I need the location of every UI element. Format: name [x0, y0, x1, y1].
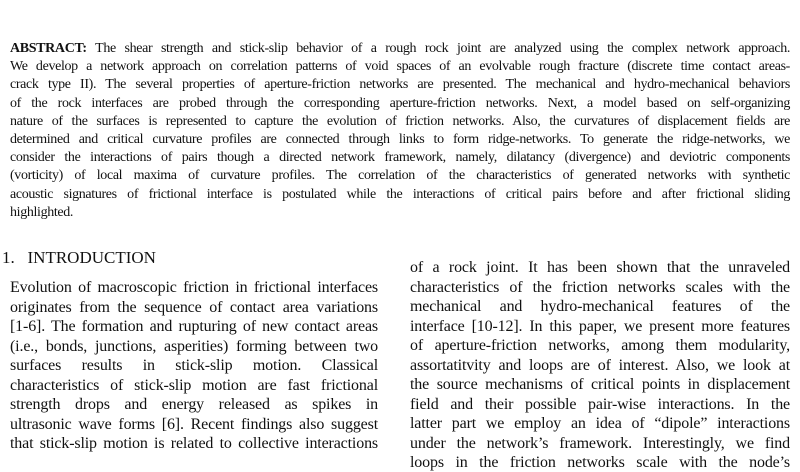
body-line: under the network’s framework. Interestingly, we find	[410, 434, 790, 452]
abstract-line: crack type II). The several properties of aperture-friction networks are presented. The mechanical and hydro-mechanical behaviors	[10, 77, 790, 93]
abstract-line: consider the interactions of pairs though a directed network framework, namely, dilatancy (divergence) and deviotric components	[10, 150, 790, 166]
body-line: assortatitvity and loops are of interest. Also, we look at	[410, 356, 790, 374]
abstract-line: highlighted.	[10, 204, 74, 220]
abstract-line: acoustic signatures of frictional interface is postulated while the interactions of critical pairs before and after frictional sliding	[10, 186, 790, 202]
body-line: Evolution of macroscopic friction in frictional interfaces	[10, 279, 378, 296]
body-line: the source mechanisms of critical points in displacement	[410, 376, 790, 393]
section-heading	[2, 249, 156, 267]
abstract-line: nature of the surfaces is represented to capture the evolution of friction networks. Also, the curvatures of displacement fields are	[10, 113, 790, 129]
body-line: of aperture-friction networks, among them modularity,	[410, 337, 790, 354]
section-number: 1.	[2, 248, 15, 267]
abstract-line: (vorticity) of local maxima of curvature profiles. The correlation of the characteristics of generated networks with synthetic	[10, 168, 790, 184]
abstract-label: ABSTRACT:	[10, 41, 87, 56]
body-line: (i.e., bonds, junctions, asperities) forming between two	[10, 337, 378, 355]
body-line: loops in the friction networks scale with the node’s	[410, 454, 790, 471]
body-line: interface [10-12]. In this paper, we present more features	[410, 317, 790, 335]
body-line: surfaces results in stick-slip motion. Classical	[10, 357, 378, 374]
body-line: ultrasonic wave forms [6]. Recent findings also suggest	[10, 415, 378, 433]
body-line: characteristics of stick-slip motion are fast frictional	[10, 376, 378, 394]
body-line: characteristics of the friction networks scales with the	[410, 278, 790, 296]
abstract-line: of the rock interfaces are probed through the corresponding aperture-friction networks. Next, a model based on self-organizing	[10, 95, 790, 111]
abstract-text: The shear strength and stick-slip behavior of a rough rock joint are analyzed using the complex network approach.	[86, 41, 790, 56]
body-line: [1-6]. The formation and rupturing of new contact areas	[10, 318, 378, 335]
body-line: latter part we employ an idea of “dipole” interactions	[410, 415, 790, 432]
body-line: mechanical and hydro-mechanical features of the	[410, 298, 790, 315]
body-line: strength drops and energy released as spikes in	[10, 396, 378, 413]
body-line: of a rock joint. It has been shown that the unraveled	[410, 259, 790, 276]
body-line: that stick-slip motion is related to collective interactions	[10, 435, 378, 452]
body-line: originates from the sequence of contact area variations	[10, 298, 378, 316]
section-title: INTRODUCTION	[27, 248, 156, 267]
abstract-line	[10, 41, 790, 57]
abstract-line: determined and critical curvature profiles are connected through links to form ridge-networks. To generate the ridge-networks, we	[10, 132, 790, 147]
abstract-line: We develop a network approach on correlation patterns of void spaces of an evolvable rough fracture (discrete time contact areas-	[10, 59, 790, 75]
body-line: field and their possible pair-wise interactions. In the	[410, 395, 790, 413]
